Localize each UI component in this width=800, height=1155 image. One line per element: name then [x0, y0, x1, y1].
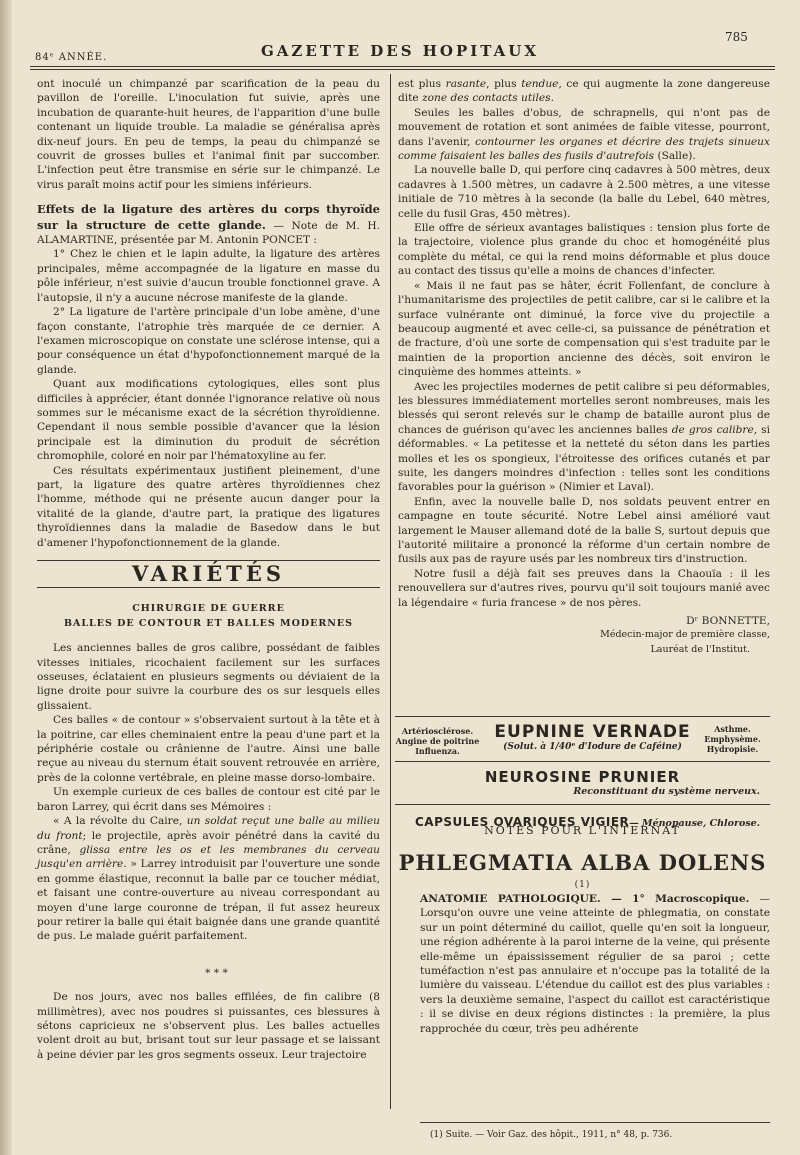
subheading-detail: — 1° Macroscopique. — [600, 893, 750, 905]
left-column — [37, 77, 380, 1062]
notes-body — [420, 892, 770, 1036]
paragraph: Un exemple curieux de ces balles de contour est cité par le baron Larrey, qui écrit dans ses Mémoires : — [37, 786, 380, 813]
paragraph: Ces balles « de contour » s'observaient surtout à la tête et à la poitrine, car elles cheminaient entre la peau d'une part et la périphérie costale ou crânienne de l'autre. Ainsi une balle reçue au niveau du sternum était souvent retrouvée en arrière, près de la colonne vertébrale, en pleine masse dorso-lombaire. — [37, 714, 380, 784]
paragraph: 1° Chez le chien et le lapin adulte, la ligature des artères principales, même accompagnée de la ligature en masse du pôle inférieur, n'est suivie d'aucun trouble fonctionnel grave. A l'autopsie, il n'y a aucune nécrose manifeste de la glande. — [37, 248, 380, 304]
paragraph: Ces résultats expérimentaux justifient pleinement, d'une part, la ligature des quatre artères thyroïdiennes chez l'homme, méthode qui ne présente aucun danger pour la vitalité de la glande, d'autre part, la pratique des ligatures thyroïdiennes dans la maladie de Basedow dans le but d'amener l'hypofonctionnement de la glande. — [37, 464, 380, 549]
italic-run: contourner les organes et décrire des trajets sinueux comme faisaient les balles des fusils d'autrefois — [398, 135, 770, 163]
ad-rule — [395, 804, 770, 805]
header-rule-2 — [30, 69, 775, 70]
italic-run: de gros calibre — [671, 423, 754, 436]
paragraph — [398, 380, 770, 495]
paragraph: Enfin, avec la nouvelle balle D, nos soldats peuvent entrer en campagne en toute sécurité. Notre Lebel ainsi amélioré vaut largement le Mauser allemand doté de la balle S, surtout depuis que l'autorité militaire a prononcé la réforme d'un certain nombre de fusils aux pas de rayure usés par les nombreux tirs d'instruction. — [398, 495, 770, 566]
text-run: « A la révolte du Caire, — [53, 815, 187, 828]
notes-heading: NOTES POUR L'INTERNAT — [484, 824, 681, 837]
ad-indications: Asthme. Emphysème. Hydropisie. — [704, 724, 761, 754]
text-run: Seules les balles d'obus, de schrapnells, qui n'ont pas de mouvement de rotation et sont animées de faible vitesse, pourront, dans l'avenir, — [398, 106, 770, 148]
text-run: , plus — [486, 78, 522, 90]
page-edge-shadow — [0, 0, 12, 1155]
year-label: 84ᵉ ANNÉE. — [35, 52, 108, 63]
footnote-rule — [420, 1122, 770, 1123]
text-run: (Salle). — [654, 150, 696, 163]
italic-run: tendue — [521, 78, 559, 90]
text-run: — Lorsqu'on ouvre une veine atteinte de phlegmatia, on constate sur un point déterminé du caillot, quelle qu'en soit la longueur, une région adhérente à la paroi interne de la veine, qui présente elle-même un épaississement régulier de sa paroi ; cette tuméfaction n'est pas annulaire et n'occupe pas la totalité de la lumière du vaisseau. L'étendue du caillot est des plus variables : vers la deuxième semaine, l'aspect du caillot est caractéristique : il se divise en deux régions distinctes : la première, la plus rapprochée du cœur, très peu adhérente — [420, 893, 770, 1035]
ad-indications: Artériosclérose. Angine de poitrine Influenza. — [395, 726, 480, 756]
rubric-label: CHIRURGIE DE GUERRE — [132, 603, 285, 615]
section-rule — [37, 587, 380, 588]
text-run: . » Larrey introduisit par l'ouverture une sonde en gomme élastique, reconnut la balle par ce toucher médiat, et faisant une contre-ouverture au niveau correspondant au moyen d'une large couronne de trépan, il fut assez heureux pour retirer la balle qui était baignée dans une grande quantité de pus. Le malade guérit parfaitement. — [37, 858, 380, 943]
paragraph — [398, 106, 770, 164]
paragraph: Les anciennes balles de gros calibre, possédant de faibles vitesses initiales, ricochaient facilement sur les surfaces osseuses, éclataient en plusieurs segments ou déviaient de la ligne droite pour suivre la courbure des os sur lesquels elles glissaient. — [37, 642, 380, 712]
article-subtitle: BALLES DE CONTOUR ET BALLES MODERNES — [63, 617, 354, 629]
paragraph: De nos jours, avec nos balles effilées, de fin calibre (8 millimètres), avec nos poudres si puissantes, ces blessures à sétons capricieux ne s'observent plus. Les balles actuelles volent droit au but, brisant tout sur leur passage et se laissant à peine dévier par les gros segments osseux. Leur trajectoire — [37, 991, 380, 1061]
ad-center — [490, 722, 695, 752]
footnote-ref: (1) — [574, 880, 591, 890]
quote-paragraph — [37, 814, 380, 944]
section-separator: * * * — [205, 966, 228, 979]
ad-tagline: Reconstituant du système nerveux. — [573, 786, 760, 797]
paragraph — [398, 77, 770, 106]
right-column — [398, 77, 770, 657]
paragraph: 2° La ligature de l'artère principale d'un lobe amène, d'une façon constante, l'atrophie très marquée de ce dernier. A l'examen microscopique on constate une sclérose intense, qui a pour conséquence un état d'hypofonctionnement marqué de la glande. — [37, 306, 380, 376]
italic-run: zone des contacts utiles — [422, 92, 551, 105]
column-divider — [390, 74, 391, 1109]
italic-run: glissa entre les os et les membranes du cerveau jusqu'en arrière — [37, 843, 380, 871]
author-signature: Dʳ BONNETTE, — [686, 615, 770, 628]
footnote: (1) Suite. — Voir Gaz. des hôpit., 1911, n° 48, p. 736. — [430, 1130, 673, 1140]
ad-formula: (Solut. à 1/40ᵉ d'Iodure de Caféine) — [503, 742, 682, 752]
author-distinction: Lauréat de l'Institut. — [650, 643, 750, 655]
text-run: ; le projectile, après avoir pénétré dans la cavité du crâne, — [37, 829, 380, 856]
text-run: Avec les projectiles modernes de petit calibre si peu déformables, les blessures immédiatement mortelles seront nombreuses, mais les blessés qui seront relevés sur le champ de bataille auront plus de chances de guérison qu'avec les anciennes balles — [398, 380, 770, 436]
paragraph: ont inoculé un chimpanzé par scarification de la peau du pavillon de l'oreille. L'inoculation fut suivie, après une incubation de quarante-huit heures, de l'apparition d'une bulle contenant un liquide trouble. La maladie se généralisa après dix-neuf jours. En peu de temps, la peau du chimpanzé se couvrit de grosses bulles et l'animal finit par succomber. L'infection peut être transmise en série sur le chimpanzé. Le virus paraît moins actif pour les simiens inférieurs. — [37, 78, 380, 191]
paragraph: « Mais il ne faut pas se hâter, écrit Follenfant, de conclure à l'humanitarisme des projectiles de petit calibre, car si le calibre et la surface vulnérante ont diminué, la force vive du projectile a beaucoup augmenté et avec celle-ci, sa puissance de pénétration et de fracture, d'où une sorte de compensation qui s'est traduite par le maintien de la proportion ancienne des décès, soit environ le cinquième des hommes atteints. » — [398, 279, 770, 379]
italic-run: un soldat reçut une balle au milieu du front — [37, 815, 380, 842]
ad-tagline: — Ménopause, Chlorose. — [629, 818, 761, 829]
text-run: est plus — [398, 78, 446, 90]
article-title: Effets de la ligature des artères du corps thyroïde sur la structure de cette glande. — [37, 202, 380, 232]
ad-rule — [395, 761, 770, 762]
header-rule — [30, 66, 775, 67]
ad-brand: CAPSULES OVARIQUES VIGIER — [415, 815, 630, 829]
article-byline: — Note de M. H. ALAMARTINE, présentée par M. Antonin PONCET : — [37, 219, 380, 247]
paragraph: Quant aux modifications cytologiques, elles sont plus difficiles à apprécier, étant donnée l'ignorance relative où nous sommes sur le mécanisme exact de la sécrétion thyroïdienne. Cependant il nous semble possible d'avancer que la lésion principale est la diminution du produit de sécrétion chromophile, coloré en noir par l'hématoxyline au fer. — [37, 378, 380, 463]
paragraph: Elle offre de sérieux avantages balistiques : tension plus forte de la trajectoire, violence plus grande du choc et homogénéité plus complète du métal, ce qui la rend moins déformable et plus douce au contact des tissus qu'elle a moins de chances d'infecter. — [398, 222, 770, 278]
author-title: Médecin-major de première classe, — [600, 629, 770, 641]
text-run: . — [550, 92, 554, 105]
ad-brand: NEUROSINE PRUNIER — [484, 768, 681, 786]
ad-rule — [395, 716, 770, 717]
paragraph: Notre fusil a déjà fait ses preuves dans la Chaouïa : il les renouvellera sur d'autres rives, pourvu qu'il soit toujours manié avec la légendaire « furia francese » de nos pères. — [398, 567, 770, 609]
page-number: 785 — [725, 30, 748, 44]
text-run: , ce qui augmente la zone dangereuse dite — [398, 78, 770, 105]
ad-brand: EUPNINE VERNADE — [494, 722, 691, 742]
paragraph — [420, 892, 770, 1036]
title-text: PHLEGMATIA ALBA DOLENS — [398, 850, 767, 875]
section-title-varietes: VARIÉTÉS — [131, 561, 286, 586]
italic-run: rasante — [445, 78, 487, 90]
ad-neurosine — [395, 768, 770, 797]
journal-title: GAZETTE DES HOPITAUX — [260, 42, 539, 60]
ad-eupnine — [395, 722, 770, 756]
paragraph: La nouvelle balle D, qui perfore cinq cadavres à 500 mètres, deux cadavres à 1.500 mètres, un cadavre à 2.500 mètres, a une vitesse initiale de 710 mètres à la seconde (la balle du Lebel, 640 mètres, celle du fusil Gras, 450 mètres). — [398, 164, 770, 220]
subheading: ANATOMIE PATHOLOGIQUE. — [420, 893, 601, 905]
article-heading — [37, 202, 380, 247]
text-run: , si déformables. « La petitesse et la netteté du séton dans les parties molles et les os spongieux, l'étroitesse des orifices cutanés et par suite, les dangers moindres d'infection : telles sont les conditions favorables pour la guérison » (Nimier et Laval). — [398, 423, 771, 494]
